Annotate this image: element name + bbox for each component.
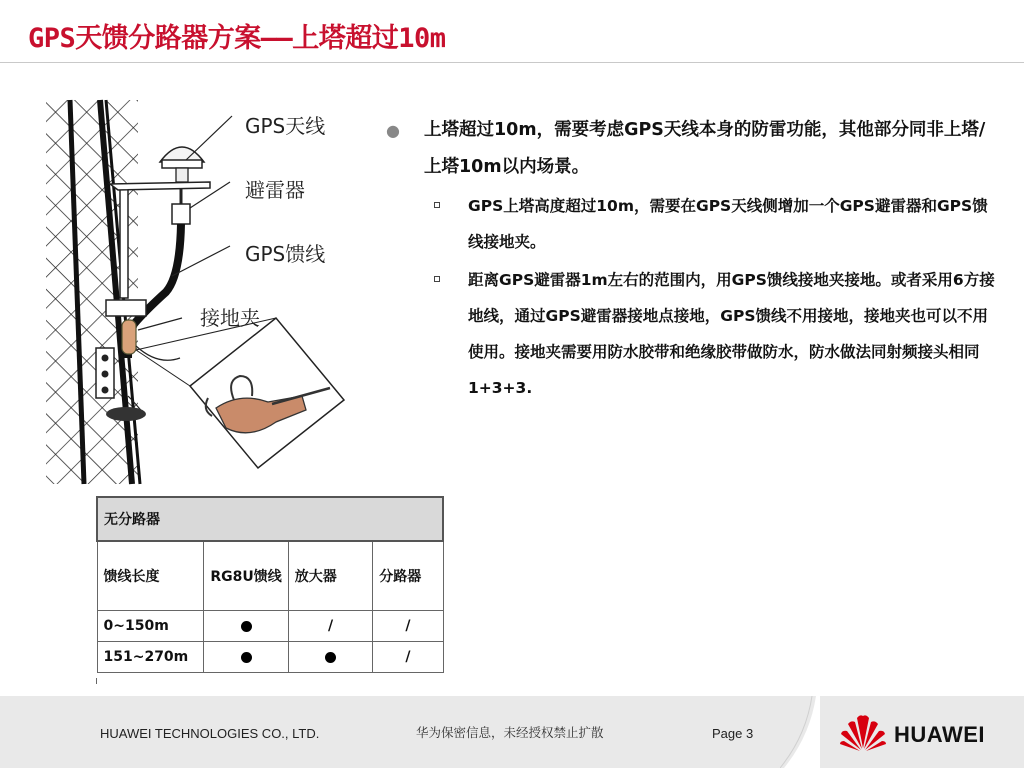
callout-gps-antenna: GPS天线 [245,114,326,138]
cell-amplifier [288,642,372,673]
callout-gps-feeder: GPS馈线 [245,242,326,266]
table-header-row [97,541,443,611]
table-row [97,611,443,642]
callout-grounding-clamp: 接地夹 [200,306,260,330]
table-caption: 无分路器 [97,497,443,541]
header-rg8u-feeder: RG8U馈线 [204,541,288,611]
footer-swoosh-decoration [780,696,820,768]
sub-bullet [380,188,1000,260]
sub-bullet [380,262,1000,406]
footer-company: HUAWEI TECHNOLOGIES CO., LTD. [100,726,320,741]
cell-length: 151~270m [97,642,204,673]
huawei-petal-icon [838,712,888,752]
bullet-main [380,112,1000,186]
tower-diagram [40,96,380,488]
gps-installation-illustration [40,96,380,488]
title-divider [0,62,1024,63]
bullet-dot-icon: ● [386,121,400,140]
cell-rg8u [204,611,288,642]
cell-splitter: / [373,642,443,673]
cell-splitter: / [373,611,443,642]
filled-dot-icon [241,652,252,663]
square-bullet-icon [434,276,440,282]
table-row [97,642,443,673]
slide-title: GPS天馈分路器方案——上塔超过10m [28,23,446,54]
header-splitter: 分路器 [373,541,443,611]
sub-bullet-text: GPS上塔高度超过10m，需要在GPS天线侧增加一个GPS避雷器和GPS馈线接地夹。 [468,197,988,251]
feeder-spec-table-wrap [96,496,446,684]
footer-confidential: 华为保密信息，未经授权禁止扩散 [416,725,604,740]
huawei-wordmark: HUAWEI [894,722,985,747]
sub-bullet-text: 距离GPS避雷器1m左右的范围内，用GPS馈线接地夹接地。或者采用6方接地线，通过GPS避雷器接地点接地，GPS馈线不用接地，接地夹也可以不用使用。接地夹需要用防水胶带和绝缘胶带做防水，防水做法同射频接头相同1+3+3. [468,271,995,397]
huawei-logo [838,712,998,752]
slide-footer [0,696,1024,768]
footer-page-number: Page 3 [712,726,754,741]
header-amplifier: 放大器 [288,541,372,611]
bullet-main-text: 上塔超过10m，需要考虑GPS天线本身的防雷功能，其他部分同非上塔/上塔10m以内场景。 [424,120,986,177]
filled-dot-icon [325,652,336,663]
header-feeder-length: 馈线长度 [97,541,204,611]
content-bullets [380,112,1000,406]
cell-length: 0~150m [97,611,204,642]
table-bottom-edge [96,678,445,684]
square-bullet-icon [434,202,440,208]
cell-amplifier: / [288,611,372,642]
feeder-spec-table [96,496,444,673]
cell-rg8u [204,642,288,673]
callout-lightning-arrester: 避雷器 [245,178,305,202]
filled-dot-icon [241,621,252,632]
